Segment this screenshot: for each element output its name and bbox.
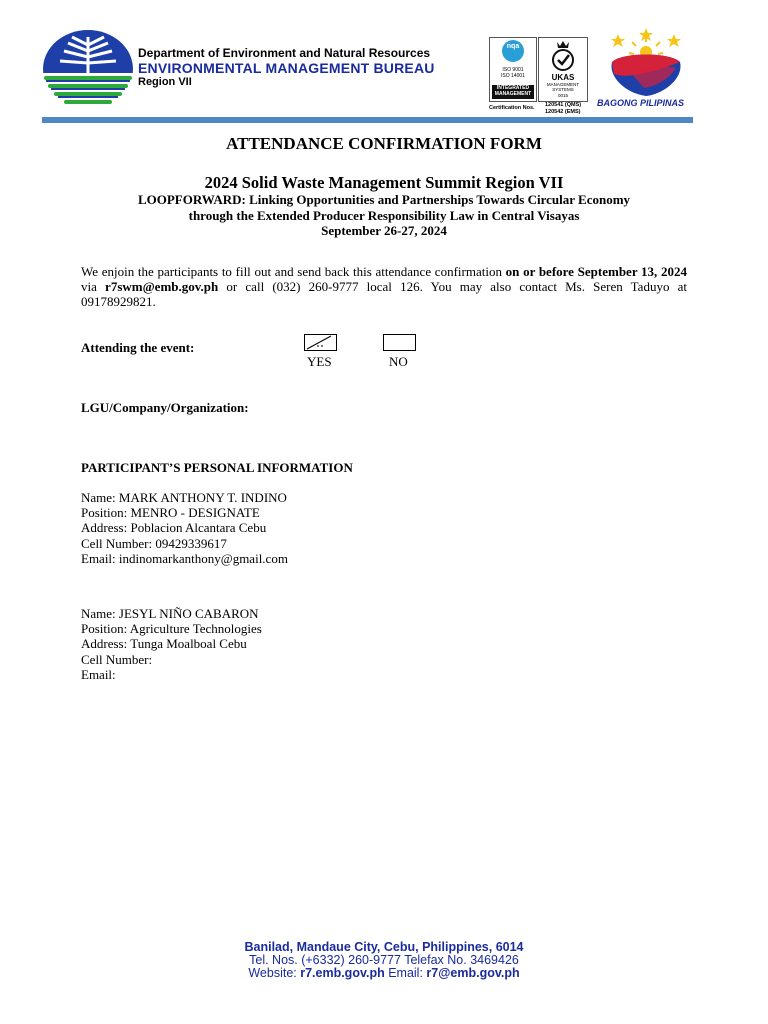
website-link[interactable]: r7.emb.gov.ph: [300, 966, 385, 980]
region-label: Region VII: [138, 76, 192, 88]
form-title: ATTENDANCE CONFIRMATION FORM: [226, 134, 542, 153]
certification-nos-label: Certification Nos.: [489, 105, 535, 111]
participant-address: Address: Tunga Moalboal Cebu: [81, 636, 247, 652]
participant-name: Name: MARK ANTHONY T. INDINO: [81, 490, 287, 505]
yes-label: YES: [307, 354, 332, 369]
integrated-management-label: INTEGRATED MANAGEMENT: [492, 85, 534, 99]
deadline-text: on or before September 13, 2024: [505, 264, 687, 279]
bagong-pilipinas-logo: [604, 28, 688, 98]
footer-telephone: Tel. Nos. (+6332) 260-9777 Telefax No. 3469426: [249, 953, 519, 967]
no-label: NO: [389, 354, 408, 369]
event-title: 2024 Solid Waste Management Summit Region VII: [204, 173, 564, 192]
participant-email: Email:: [81, 666, 116, 682]
participant-cell: Cell Number: 09429339617: [81, 535, 227, 551]
bagong-pilipinas-label: BAGONG PILIPINAS: [597, 98, 685, 108]
footer-address: Banilad, Mandaue City, Cebu, Philippines, 6014: [244, 940, 524, 954]
nqa-certification-badge: [489, 37, 537, 102]
nqa-logo-text: nqa: [506, 43, 520, 50]
ukas-label: UKAS: [551, 73, 575, 82]
header-divider: [42, 117, 693, 123]
bureau-name: ENVIRONMENTAL MANAGEMENT BUREAU: [138, 60, 435, 76]
no-checkbox[interactable]: [383, 334, 416, 351]
participant-email: Email: indinomarkanthony@gmail.com: [81, 550, 288, 566]
event-dates: September 26-27, 2024: [321, 223, 447, 238]
participant-cell: Cell Number:: [81, 651, 153, 667]
event-theme-line-2: through the Extended Producer Responsibility Law in Central Visayas: [188, 208, 580, 223]
iso-14001-label: ISO 14001: [501, 73, 525, 79]
participant-1: [81, 490, 288, 566]
participant-name: Name: JESYL NIÑO CABARON: [81, 606, 259, 621]
participant-position: Position: Agriculture Technologies: [81, 621, 262, 637]
iso-9001-label: ISO 9001: [502, 67, 524, 73]
footer-email-label: Email:: [384, 966, 427, 980]
intro-text-3: or call (032) 260-9777 local 126. You may also contact Ms. Seren Taduyo at 09178929821.: [81, 279, 687, 309]
participant-info-heading: PARTICIPANT’S PERSONAL INFORMATION: [81, 460, 353, 475]
intro-text-2: via: [81, 279, 106, 294]
footer-email-link[interactable]: r7@emb.gov.ph: [426, 966, 520, 980]
management-systems-label: MANAGEMENT SYSTEMS: [546, 82, 580, 92]
event-theme-line-1: LOOPFORWARD: Linking Opportunities and Partnerships Towards Circular Economy: [137, 192, 631, 207]
contact-email-link[interactable]: r7swm@emb.gov.ph: [105, 279, 219, 294]
nqa-logo-icon: [490, 38, 536, 64]
participant-address: Address: Poblacion Alcantara Cebu: [81, 520, 267, 536]
organization-label: LGU/Company/Organization:: [81, 400, 249, 415]
check-mark-icon: [305, 335, 336, 350]
cert-qms-number: 120541 (QMS): [545, 102, 582, 108]
ukas-certification-badge: [538, 37, 588, 102]
emb-logo: [42, 29, 134, 109]
participant-2: [81, 606, 262, 682]
cert-ems-number: 120542 (EMS): [545, 109, 581, 115]
attending-label: Attending the event:: [81, 340, 195, 355]
intro-paragraph: [81, 264, 687, 309]
crown-check-icon: [539, 38, 587, 72]
department-name: Department of Environment and Natural Resources: [138, 46, 431, 60]
intro-text-1: We enjoin the participants to fill out and send back this attendance confirmation: [81, 264, 506, 279]
footer-contact: [42, 966, 726, 980]
participant-position: Position: MENRO - DESIGNATE: [81, 505, 260, 521]
yes-checkbox[interactable]: [304, 334, 337, 351]
website-label: Website:: [248, 966, 301, 980]
ukas-number: 0015: [557, 93, 568, 98]
